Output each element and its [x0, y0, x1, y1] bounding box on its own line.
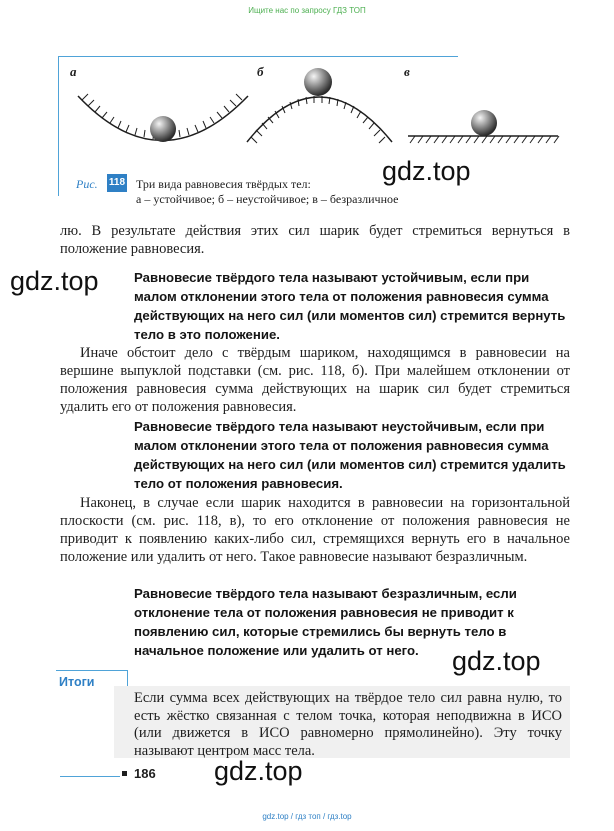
footer-note: gdz.top / гдз топ / гдз.top	[262, 812, 352, 821]
paragraph-1: лю. В результате действия этих сил шарик будет стремиться вернуться в положение равновесия.	[60, 223, 570, 257]
page-number-bullet	[122, 771, 127, 776]
caption-line-1: Три вида равновесия твёрдых тел:	[136, 177, 311, 191]
figure-number-badge: 118	[107, 174, 127, 192]
definition-indifferent: Равновесие твёрдого тела называют безразличным, если отклонение тела от положения равновесия не приводит к появлению сил, которые стремились бы вернуть тело в начальное положение или удалить от него.	[134, 586, 517, 658]
figure-letter-a: а	[70, 64, 77, 79]
watermark-4: gdz.top	[214, 756, 303, 786]
figure-a-stable	[78, 94, 248, 142]
figure-b-unstable	[247, 68, 392, 143]
paragraph-2: Иначе обстоит дело с твёрдым шариком, находящимся в равновесии на вершине выпуклой подставки (см. рис. 118, б). При малейшем отклонении от положения равновесия сумма действующих на шарик сил будет стремиться удалить его от положения равновесия.	[60, 345, 570, 415]
caption-line-2: а – устойчивое; б – неустойчивое; в – безразличное	[136, 192, 399, 206]
figure-v-indifferent	[408, 110, 559, 143]
flat-hatching	[410, 136, 559, 143]
page-number: 186	[134, 766, 156, 781]
header-note: Ищите нас по запросу ГДЗ ТОП	[248, 6, 366, 15]
equilibrium-figure	[0, 0, 614, 200]
itogi-rule	[56, 670, 128, 671]
definition-stable: Равновесие твёрдого тела называют устойчивым, если при малом отклонении этого тела от положения равновесия сумма действующих на него сил (или моментов сил) стремится вернуть тело в это положение.	[134, 270, 566, 342]
figure-letter-b: б	[257, 64, 264, 79]
figure-letter-v: в	[404, 64, 410, 79]
ball-b	[304, 68, 332, 96]
convex-hatching	[251, 96, 385, 143]
itogi-label: Итоги	[59, 675, 95, 689]
definition-unstable: Равновесие твёрдого тела называют неустойчивым, если при малом отклонении этого тела от положения равновесия сумма действующих на него сил (или моментов сил) стремится удалить тело от положения равновесия.	[134, 419, 566, 491]
watermark-1: gdz.top	[382, 156, 471, 186]
convex-surface	[247, 97, 392, 142]
itogi-text: Если сумма всех действующих на твёрдое тело сил равна нулю, то есть жёстко связанная с телом точка, которая неподвижна в ИСО (или движется в ИСО равномерно прямолинейно). Эту точку называют центром масс тела.	[134, 690, 562, 759]
watermark-2: gdz.top	[10, 266, 99, 296]
ball-a	[150, 116, 176, 142]
paragraph-3: Наконец, в случае если шарик находится в равновесии на горизонтальной плоскости (см. рис. 118, в), то его отклонение от положения равновесия не приводит к появлению каких-либо сил, стремящихся вернуть его в начальное положение или удалить от него. Такое равновесие называют безразличным.	[60, 495, 570, 565]
figure-caption-label: Рис.	[76, 177, 98, 191]
page-number-rule	[60, 776, 120, 777]
watermark-3: gdz.top	[452, 646, 541, 676]
ball-v	[471, 110, 497, 136]
